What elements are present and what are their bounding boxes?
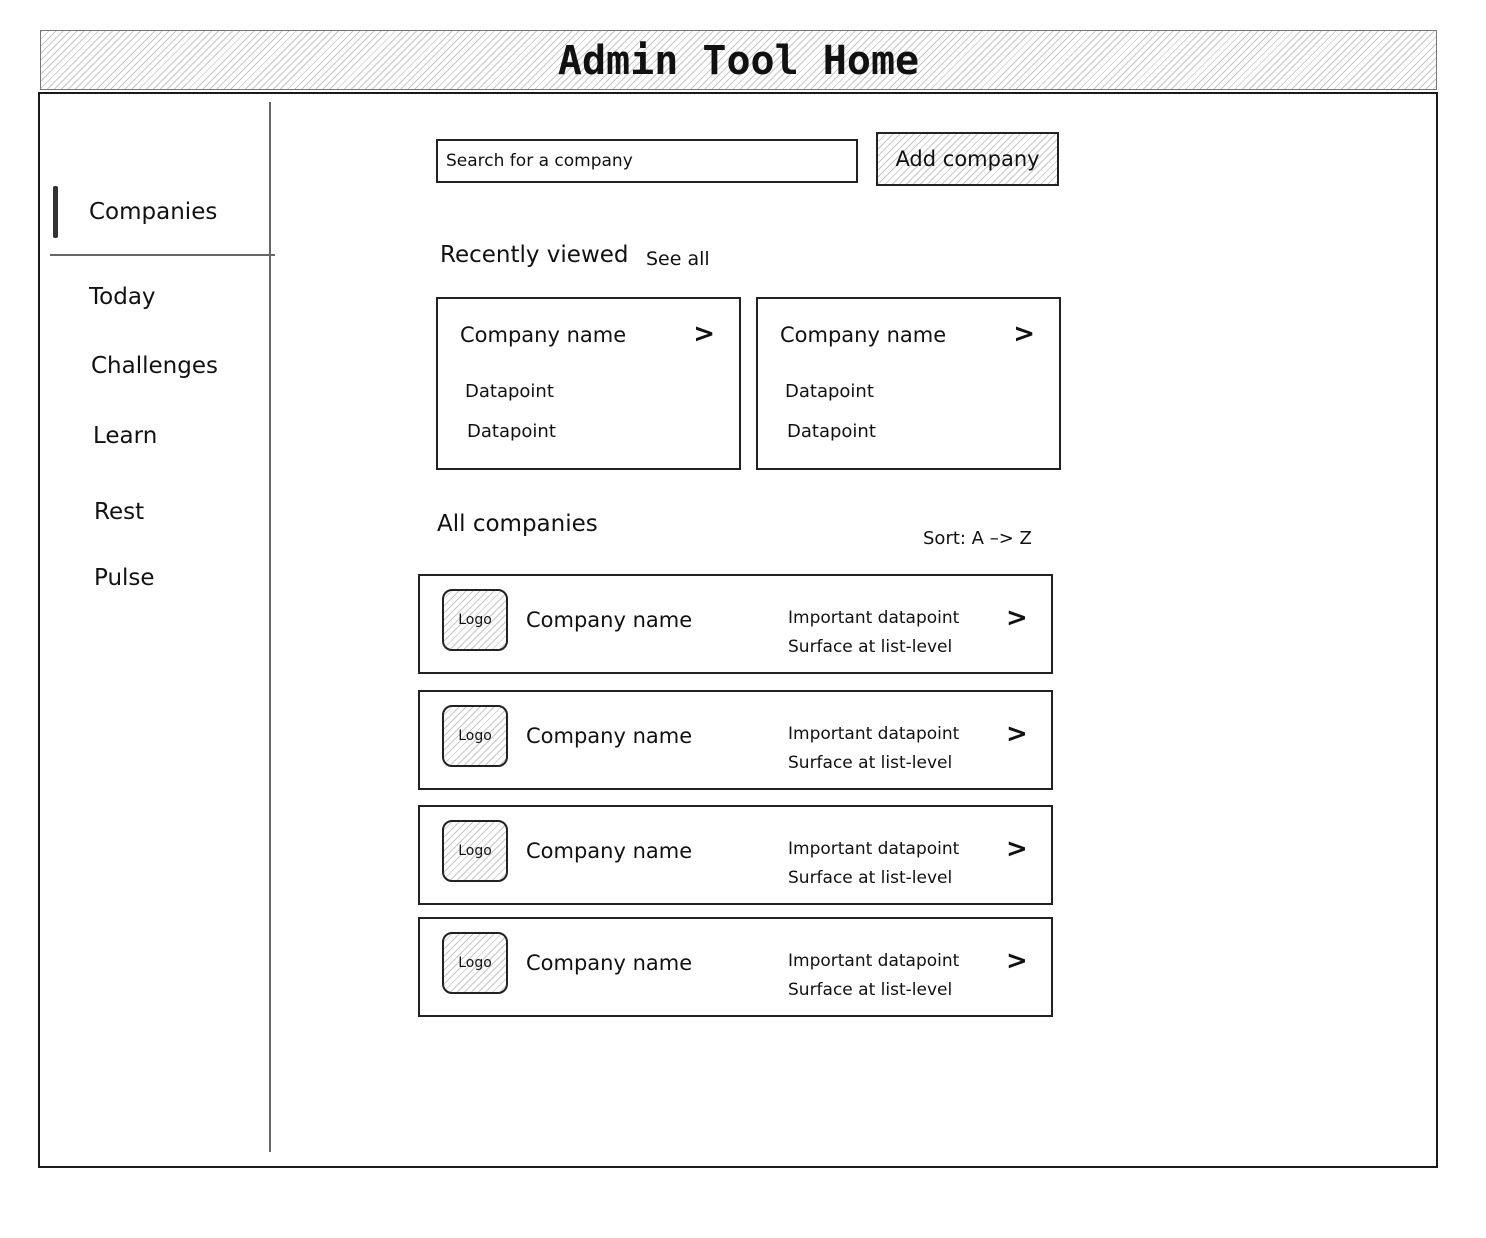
company-row[interactable] <box>418 805 1053 905</box>
active-underline <box>50 254 275 256</box>
important-datapoint: Important datapoint <box>788 839 960 859</box>
company-logo: Logo <box>442 820 508 882</box>
sidebar-item-learn[interactable]: Learn <box>93 423 158 449</box>
company-logo: Logo <box>442 932 508 994</box>
active-indicator <box>53 186 58 238</box>
datapoint: Datapoint <box>787 421 876 442</box>
company-logo: Logo <box>442 589 508 651</box>
chevron-right-icon: > <box>1006 719 1028 749</box>
surface-datapoint: Surface at list-level <box>788 753 953 773</box>
title-bar <box>40 30 1437 90</box>
surface-datapoint: Surface at list-level <box>788 980 953 1000</box>
sidebar-item-companies[interactable]: Companies <box>89 199 218 225</box>
datapoint: Datapoint <box>465 381 554 402</box>
row-datapoints <box>788 604 959 662</box>
important-datapoint: Important datapoint <box>788 608 960 628</box>
important-datapoint: Important datapoint <box>788 951 960 971</box>
important-datapoint: Important datapoint <box>788 724 960 744</box>
company-name: Company name <box>460 323 627 347</box>
company-row[interactable] <box>418 690 1053 790</box>
company-name: Company name <box>526 951 693 975</box>
chevron-right-icon: > <box>1006 946 1028 976</box>
row-datapoints <box>788 947 959 1005</box>
page-title: Admin Tool Home <box>557 38 920 84</box>
chevron-right-icon: > <box>693 319 715 349</box>
company-name: Company name <box>526 839 693 863</box>
all-companies-heading: All companies <box>437 511 598 537</box>
company-name: Company name <box>526 724 693 748</box>
company-name: Company name <box>526 608 693 632</box>
row-datapoints <box>788 835 959 893</box>
search-input[interactable] <box>436 139 858 183</box>
recent-company-card[interactable] <box>756 297 1061 470</box>
app-window <box>38 92 1438 1168</box>
sidebar-item-pulse[interactable]: Pulse <box>94 565 155 591</box>
datapoint: Datapoint <box>785 381 874 402</box>
chevron-right-icon: > <box>1006 603 1028 633</box>
company-row[interactable] <box>418 917 1053 1017</box>
sidebar-item-today[interactable]: Today <box>89 284 156 310</box>
row-datapoints <box>788 720 959 778</box>
datapoint: Datapoint <box>467 421 556 442</box>
add-company-button[interactable]: Add company <box>876 132 1059 186</box>
sidebar-divider <box>269 102 271 1152</box>
sidebar-item-rest[interactable]: Rest <box>94 499 145 525</box>
surface-datapoint: Surface at list-level <box>788 868 953 888</box>
sort-control[interactable]: Sort: A –> Z <box>923 528 1032 549</box>
recently-viewed-heading: Recently viewed <box>440 242 629 268</box>
company-name: Company name <box>780 323 947 347</box>
recent-company-card[interactable] <box>436 297 741 470</box>
company-logo: Logo <box>442 705 508 767</box>
see-all-link[interactable]: See all <box>646 248 710 270</box>
surface-datapoint: Surface at list-level <box>788 637 953 657</box>
chevron-right-icon: > <box>1006 834 1028 864</box>
chevron-right-icon: > <box>1013 319 1035 349</box>
sidebar-item-challenges[interactable]: Challenges <box>91 353 218 379</box>
company-row[interactable] <box>418 574 1053 674</box>
